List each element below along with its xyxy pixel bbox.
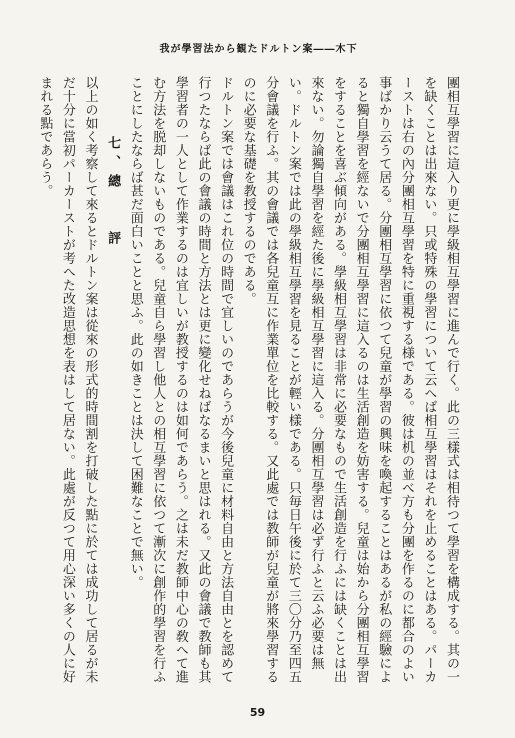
section-heading: 七、總 評 [105, 136, 121, 250]
running-header: 我が學習法から観たドルトン案――木下 [159, 44, 358, 55]
page-number: 59 [249, 706, 266, 719]
paragraph: 團相互學習に這入り更に學級相互學習に進んで行く。此の三樣式は相待つて學習を構成する。其の一を缺くことは出來ない。只或特殊の學習について云へば相互學習はそれを止めることはある。パーカーストは右の內分團相互學習を特に重視する様である。彼は机の並べ方も分團を作るのに都合のよい事ばかり云うて居る。分團相互學習に依つて兒童が學習の興味を喚起することはあるが私の經驗によると獨自學習を經ないで分團相互學習に這入るのは生活創造を妨害する。兒童は始から分團相互學習をすることを喜ぶ傾向がある。學級相互學習は非常に必要なもので生活創造を行ふには缺くことは出來ない。勿論獨自學習を經た後に學級相互學習に這入る。分團相互學習は必ず行ふと云ふ必要は無い。ドルトン案では此の學級相互學習を見ることが輕い樣である。只毎日午後に於て三〇分乃至四五分會議を行ふ。其の會議では各兒童互に作業單位を比較する。又此處では教師が兒童が將來學習するのに必要な基礎を教授するのである。 [240, 76, 459, 684]
paragraph: ドルトン案では會議はこれ位の時間で宜しいのであらうが今後兒童に材料自由と方法自由とを認めて行つたならば此の會議の時間と方法とは更に變化せねばなるまいと思はれる。又此の會議で教師も其學習者の一人として作業するのは宜しいが教授するのは如何であらう。之は未だ教師中心の敎へて進む方法を脱却しないものである。兒童自ら學習し他人との相互學習に依つて漸次に創作的學習を行ふことにしたならば甚だ面白いことと思ふ。此の如きことは決して困難なことで無い。 [127, 76, 234, 684]
paragraph: 以上の如く考察して來るとドルトン案は從來の形式的時間割を打破した點に於ては成功して居るが未だ十分に當初パーカーストが考へた改造思想を表はして居ない。此處が反つて用心深い多くの人に好まれる點であらう。 [37, 76, 98, 684]
body-text [37, 76, 462, 686]
